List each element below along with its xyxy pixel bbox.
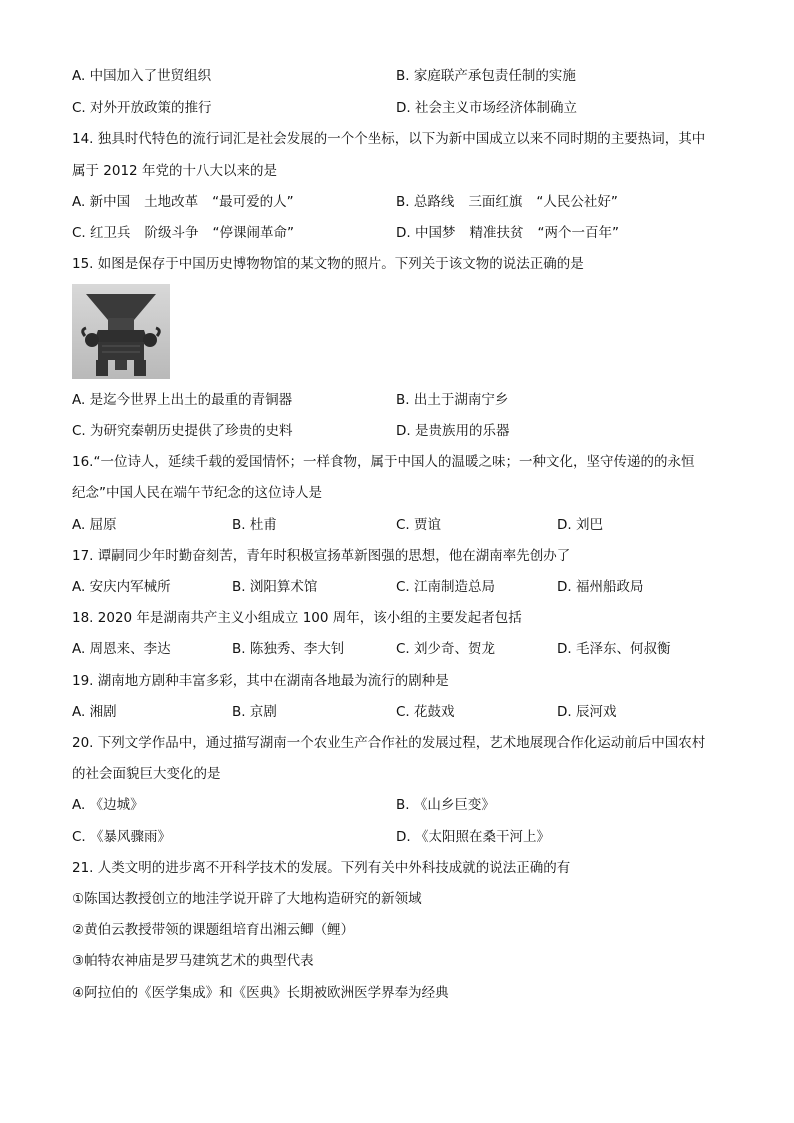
q18-option-a: A. 周恩来、李达: [72, 641, 171, 657]
q20-option-c: C. 《暴风骤雨》: [72, 829, 172, 845]
q17-option-d: D. 福州船政局: [557, 579, 644, 595]
q21-statement-4: ④阿拉伯的《医学集成》和《医典》长期被欧洲医学界奉为经典: [72, 985, 449, 1001]
q18-option-c: C. 刘少奇、贺龙: [396, 641, 496, 657]
q21-stem: 21. 人类文明的进步离不开科学技术的发展。下列有关中外科技成就的说法正确的有: [72, 860, 571, 876]
q14-option-b: B. 总路线 三面红旗 “人民公社好”: [396, 194, 618, 210]
q20-stem-line-2: 的社会面貌巨大变化的是: [72, 766, 221, 782]
bronze-artifact-photo: [72, 284, 170, 379]
q20-option-b: B. 《山乡巨变》: [396, 797, 495, 813]
q13-option-d: D. 社会主义市场经济体制确立: [396, 100, 577, 116]
q19-option-d: D. 辰河戏: [557, 704, 617, 720]
q16-option-d: D. 刘巴: [557, 517, 603, 533]
q13-option-a: A. 中国加入了世贸组织: [72, 68, 212, 84]
q17-option-a: A. 安庆内军械所: [72, 579, 171, 595]
q13-option-c: C. 对外开放政策的推行: [72, 100, 212, 116]
q14-stem-line-2: 属于 2012 年党的十八大以来的是: [72, 163, 277, 179]
q20-stem-line-1: 20. 下列文学作品中，通过描写湖南一个农业生产合作社的发展过程，艺术地展现合作化运动前后中国农村: [72, 735, 706, 751]
q19-option-a: A. 湘剧: [72, 704, 117, 720]
q14-option-c: C. 红卫兵 阶级斗争 “停课闹革命”: [72, 225, 295, 241]
q16-stem-line-2: 纪念”中国人民在端午节纪念的这位诗人是: [72, 485, 322, 501]
q16-option-b: B. 杜甫: [232, 517, 277, 533]
q14-option-a: A. 新中国 土地改革 “最可爱的人”: [72, 194, 294, 210]
q18-option-d: D. 毛泽东、何叔衡: [557, 641, 671, 657]
q18-stem: 18. 2020 年是湖南共产主义小组成立 100 周年，该小组的主要发起者包括: [72, 610, 522, 626]
q20-option-a: A. 《边城》: [72, 797, 144, 813]
q16-option-c: C. 贾谊: [396, 517, 442, 533]
q21-statement-2: ②黄伯云教授带领的课题组培育出湘云鲫（鲤）: [72, 922, 355, 938]
q15-option-c: C. 为研究秦朝历史提供了珍贵的史料: [72, 423, 293, 439]
q14-stem-line-1: 14. 独具时代特色的流行词汇是社会发展的一个个坐标，以下为新中国成立以来不同时期的主要热词，其中: [72, 131, 706, 147]
q14-option-d: D. 中国梦 精准扶贫 “两个一百年”: [396, 225, 619, 241]
q13-option-b: B. 家庭联产承包责任制的实施: [396, 68, 576, 84]
q19-option-c: C. 花鼓戏: [396, 704, 455, 720]
q17-stem: 17. 谭嗣同少年时勤奋刻苦，青年时积极宣扬革新图强的思想，他在湖南率先创办了: [72, 548, 571, 564]
q17-option-b: B. 浏阳算术馆: [232, 579, 318, 595]
q16-stem-line-1: 16.“一位诗人，延续千载的爱国情怀；一样食物，属于中国人的温暖之味；一种文化，坚守传递的的永恒: [72, 454, 695, 470]
q15-option-b: B. 出土于湖南宁乡: [396, 392, 509, 408]
q21-statement-1: ①陈国达教授创立的地洼学说开辟了大地构造研究的新领域: [72, 891, 422, 907]
q15-stem: 15. 如图是保存于中国历史博物物馆的某文物的照片。下列关于该文物的说法正确的是: [72, 256, 584, 272]
q16-option-a: A. 屈原: [72, 517, 117, 533]
q17-option-c: C. 江南制造总局: [396, 579, 496, 595]
q15-option-a: A. 是迄今世界上出土的最重的青铜器: [72, 392, 293, 408]
q19-option-b: B. 京剧: [232, 704, 277, 720]
q21-statement-3: ③帕特农神庙是罗马建筑艺术的典型代表: [72, 953, 314, 969]
q18-option-b: B. 陈独秀、李大钊: [232, 641, 345, 657]
q15-option-d: D. 是贵族用的乐器: [396, 423, 510, 439]
q20-option-d: D. 《太阳照在桑干河上》: [396, 829, 550, 845]
q19-stem: 19. 湖南地方剧种丰富多彩，其中在湖南各地最为流行的剧种是: [72, 673, 449, 689]
